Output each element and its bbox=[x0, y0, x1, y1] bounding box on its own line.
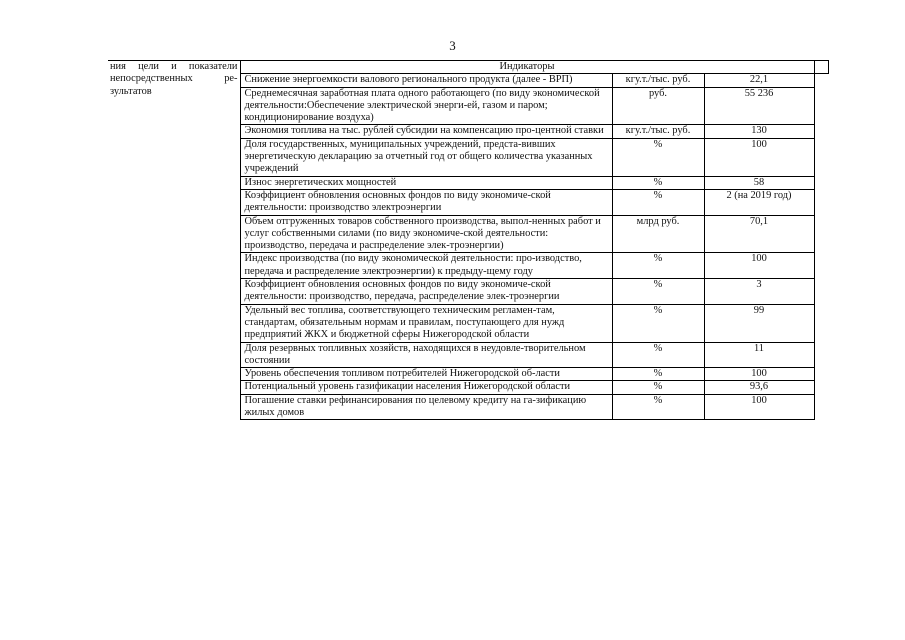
value-cell: 2 (на 2019 год) bbox=[704, 189, 814, 215]
value-cell: 100 bbox=[704, 138, 814, 176]
unit-cell: % bbox=[612, 394, 704, 420]
indicator-cell: Экономия топлива на тыс. рублей субсидии на компенсацию про-центной ставки bbox=[240, 125, 612, 138]
indicator-cell: Потенциальный уровень газификации населения Нижегородской области bbox=[240, 381, 612, 394]
unit-cell: кгу.т./тыс. руб. bbox=[612, 125, 704, 138]
value-cell: 130 bbox=[704, 125, 814, 138]
unit-cell: % bbox=[612, 279, 704, 305]
unit-cell: % bbox=[612, 176, 704, 189]
header-row bbox=[108, 61, 828, 74]
indicator-cell: Индекс производства (по виду экономической деятельности: про-изводство, передача и распределение электроэнергии) к предыду-щему году bbox=[240, 253, 612, 279]
value-cell: 99 bbox=[704, 304, 814, 342]
value-cell: 100 bbox=[704, 394, 814, 420]
indicator-cell: Погашение ставки рефинансирования по целевому кредиту на га-зификацию жилых домов bbox=[240, 394, 612, 420]
value-cell: 11 bbox=[704, 342, 814, 368]
indicator-cell: Износ энергетических мощностей bbox=[240, 176, 612, 189]
value-cell: 22,1 bbox=[704, 74, 814, 87]
unit-cell: млрд руб. bbox=[612, 215, 704, 253]
unit-cell: кгу.т./тыс. руб. bbox=[612, 74, 704, 87]
unit-cell: % bbox=[612, 304, 704, 342]
unit-cell: руб. bbox=[612, 87, 704, 125]
value-cell: 70,1 bbox=[704, 215, 814, 253]
unit-cell: % bbox=[612, 368, 704, 381]
indicator-cell: Доля резервных топливных хозяйств, находящихся в неудовле-творительном состоянии bbox=[240, 342, 612, 368]
value-cell: 100 bbox=[704, 368, 814, 381]
indicator-cell: Среднемесячная заработная плата одного работающего (по виду экономической деятельности:Обеспечение электрической энерги-ей, газом и паром; кондиционирование воздуха) bbox=[240, 87, 612, 125]
indicator-cell: Уровень обеспечения топливом потребителей Нижегородской об-ласти bbox=[240, 368, 612, 381]
indicator-cell: Объем отгруженных товаров собственного производства, выпол-ненных работ и услуг собственными силами (по виду экономиче-ской деятельности: производство, передача и распределение элек-троэнергии) bbox=[240, 215, 612, 253]
indicator-cell: Доля государственных, муниципальных учреждений, предста-вивших энергетическую декларацию за отчетный год от общего количества указанных учреждений bbox=[240, 138, 612, 176]
value-cell: 100 bbox=[704, 253, 814, 279]
value-cell: 3 bbox=[704, 279, 814, 305]
goal-cell: ния цели и показатели непосредственных ре-зультатов bbox=[108, 61, 240, 420]
indicators-table bbox=[108, 60, 829, 420]
indicator-cell: Коэффициент обновления основных фондов по виду экономиче-ской деятельности: производство, передача, распределение элек-троэнергии bbox=[240, 279, 612, 305]
unit-cell: % bbox=[612, 138, 704, 176]
value-cell: 93,6 bbox=[704, 381, 814, 394]
indicators-header: Индикаторы bbox=[240, 61, 814, 74]
value-cell: 55 236 bbox=[704, 87, 814, 125]
unit-cell: % bbox=[612, 381, 704, 394]
page-number: 3 bbox=[449, 38, 456, 53]
unit-cell: % bbox=[612, 342, 704, 368]
value-cell: 58 bbox=[704, 176, 814, 189]
header-extra-cell bbox=[814, 61, 828, 74]
unit-cell: % bbox=[612, 189, 704, 215]
indicator-cell: Удельный вес топлива, соответствующего техническим регламен-там, стандартам, обязательным нормам и правилам, поступающего для нужд предприятий ЖКХ и бюджетной сферы Нижегородской области bbox=[240, 304, 612, 342]
indicator-cell: Снижение энергоемкости валового регионального продукта (далее - ВРП) bbox=[240, 74, 612, 87]
unit-cell: % bbox=[612, 253, 704, 279]
indicator-cell: Коэффициент обновления основных фондов по виду экономиче-ской деятельности: производство электроэнергии bbox=[240, 189, 612, 215]
